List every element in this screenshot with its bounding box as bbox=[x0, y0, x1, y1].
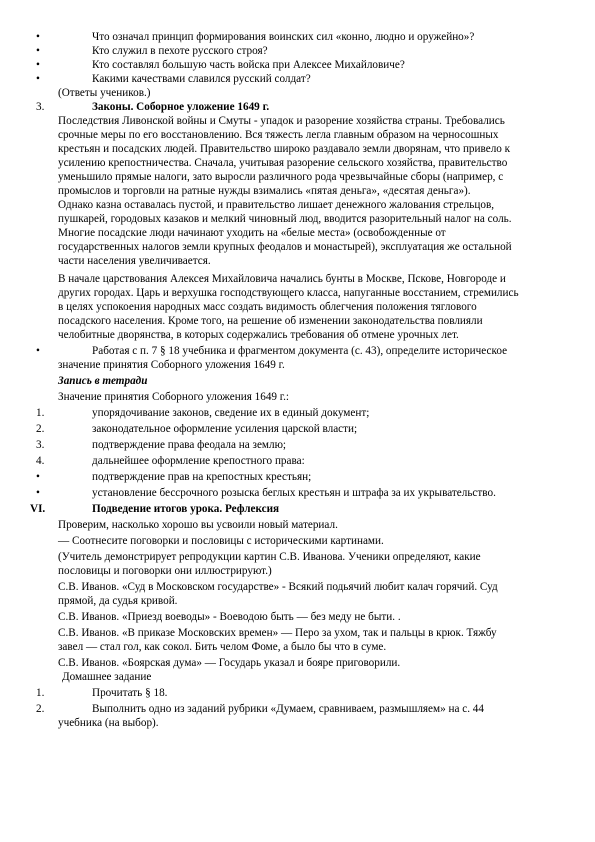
homework-item: учебника (на выбор). bbox=[58, 717, 159, 729]
paragraph-line: усилению крепостничества. Сначала, учитывая разорение сельского хозяйства, правительство bbox=[58, 157, 508, 169]
bullet-marker: • bbox=[36, 45, 40, 57]
question-4: Какими качествами славился русский солдат? bbox=[92, 73, 311, 85]
list-bullet: • bbox=[36, 471, 40, 483]
bullet-marker: • bbox=[36, 59, 40, 71]
bullet-marker: • bbox=[36, 73, 40, 85]
teacher-note-line: пословицы и поговорки они иллюстрируют.) bbox=[58, 565, 272, 577]
homework-item: Выполнить одно из заданий рубрики «Думаем, сравниваем, размышляем» на с. 44 bbox=[92, 703, 484, 715]
saying-line: С.В. Иванов. «Боярская дума» — Государь указал и бояре приговорили. bbox=[58, 657, 401, 669]
list-item: упорядочивание законов, сведение их в единый документ; bbox=[92, 407, 370, 419]
homework-item: Прочитать § 18. bbox=[92, 687, 168, 699]
list-item: дальнейшее оформление крепостного права: bbox=[92, 455, 305, 467]
paragraph-line: крестьян и посадских людей. Правительство широко раздавало земли дворянам, что привело к bbox=[58, 143, 511, 155]
paragraph-line: челобитные дворянства, в которых содержались требования об отмене урочных лет. bbox=[58, 329, 459, 341]
task-line: значение принятия Соборного уложения 1649 г. bbox=[58, 359, 285, 371]
paragraph-line: в целях успокоения народных масс создать видимость облегчения положения тяглового bbox=[58, 301, 477, 313]
saying-line: завел — стал гол, как сокол. Бить челом Фоме, а было бы что в суме. bbox=[58, 641, 387, 653]
question-3: Кто составлял большую часть войска при Алексее Михайловиче? bbox=[92, 59, 405, 71]
list-number: 1. bbox=[36, 687, 45, 699]
homework-heading: Домашнее задание bbox=[62, 671, 152, 683]
list-number: 1. bbox=[36, 407, 45, 419]
notebook-heading: Запись в тетради bbox=[58, 375, 148, 387]
list-item: установление бессрочного розыска беглых крестьян и штрафа за их укрывательство. bbox=[92, 487, 496, 499]
list-item: подтверждение права феодала на землю; bbox=[92, 439, 287, 451]
paragraph-line: промыслов и торговли на ратные нужды взимались «пятая деньга», «десятая деньга»). bbox=[58, 185, 471, 197]
saying-line: С.В. Иванов. «Приезд воеводы» - Воеводою быть — без меду не быти. . bbox=[58, 611, 401, 623]
meaning-line: Значение принятия Соборного уложения 1649 г.: bbox=[58, 391, 290, 403]
paragraph-line: пушкарей, городовых казаков и мелкий чиновный люд, вводится разорительный налог на соль. bbox=[58, 213, 512, 225]
list-number: 4. bbox=[36, 455, 45, 467]
paragraph-line: государственных налогов земли крупных феодалов и монастырей), эксплуатация же остальной bbox=[58, 241, 512, 253]
paragraph-line: В начале царствования Алексея Михайловича начались бунты в Москве, Пскове, Новгороде и bbox=[58, 273, 506, 285]
paragraph-line: уменьшило прямые налоги, зато выросли различного рода чрезвычайные сборы (например, с bbox=[58, 171, 504, 183]
correlate-line: — Соотнесите поговорки и пословицы с историческими картинами. bbox=[58, 535, 384, 547]
list-number: 3. bbox=[36, 439, 45, 451]
paragraph-line: Однако казна оставалась пустой, и правительство лишает денежного жалования стрельцов, bbox=[58, 199, 495, 211]
section-number: 3. bbox=[36, 101, 45, 113]
task-line: Работая с п. 7 § 18 учебника и фрагментом документа (с. 43), определите историческое bbox=[92, 345, 508, 357]
paragraph-line: Многие посадские люди начинают уходить на «белые места» (освобожденные от bbox=[58, 227, 446, 239]
list-bullet: • bbox=[36, 487, 40, 499]
saying-line: С.В. Иванов. «В приказе Московских времен» — Перо за ухом, так и пальцы в крюк. Тяжбу bbox=[58, 627, 497, 639]
list-number: 2. bbox=[36, 423, 45, 435]
bullet-marker: • bbox=[36, 345, 40, 357]
check-line: Проверим, насколько хорошо вы усвоили новый материал. bbox=[58, 519, 338, 531]
section-title: Подведение итогов урока. Рефлексия bbox=[92, 503, 280, 515]
paragraph-line: Последствия Ливонской войны и Смуты - упадок и разорение хозяйства страны. Требовались bbox=[58, 115, 505, 127]
question-1: Что означал принцип формирования воинских сил «конно, людно и оружейно»? bbox=[92, 31, 475, 43]
saying-line: С.В. Иванов. «Суд в Московском государстве» - Всякий подьячий любит калач горячий. Суд bbox=[58, 581, 498, 593]
paragraph-line: посадского населения. Кроме того, на решение об изменении законодательства повлияли bbox=[58, 315, 483, 327]
list-item: подтверждение прав на крепостных крестьян; bbox=[92, 471, 312, 483]
paragraph-line: других городах. Царь и верхушка господствующего класса, напуганные восстанием, стремились bbox=[58, 287, 519, 299]
list-item: законодательное оформление усиления царской власти; bbox=[92, 423, 358, 435]
section-title: Законы. Соборное уложение 1649 г. bbox=[92, 101, 270, 113]
saying-line: прямой, да судья кривой. bbox=[58, 595, 178, 607]
bullet-marker: • bbox=[36, 31, 40, 43]
question-2: Кто служил в пехоте русского строя? bbox=[92, 45, 268, 57]
paragraph-line: срочные меры по его восстановлению. Вся тяжесть легла главным образом на черносошных bbox=[58, 129, 499, 141]
teacher-note-line: (Учитель демонстрирует репродукции картин С.В. Иванова. Ученики определяют, какие bbox=[58, 551, 481, 563]
list-number: 2. bbox=[36, 703, 45, 715]
section-number: VI. bbox=[30, 503, 46, 515]
students-answers: (Ответы учеников.) bbox=[58, 87, 151, 99]
paragraph-line: части населения увеличивается. bbox=[58, 255, 211, 267]
